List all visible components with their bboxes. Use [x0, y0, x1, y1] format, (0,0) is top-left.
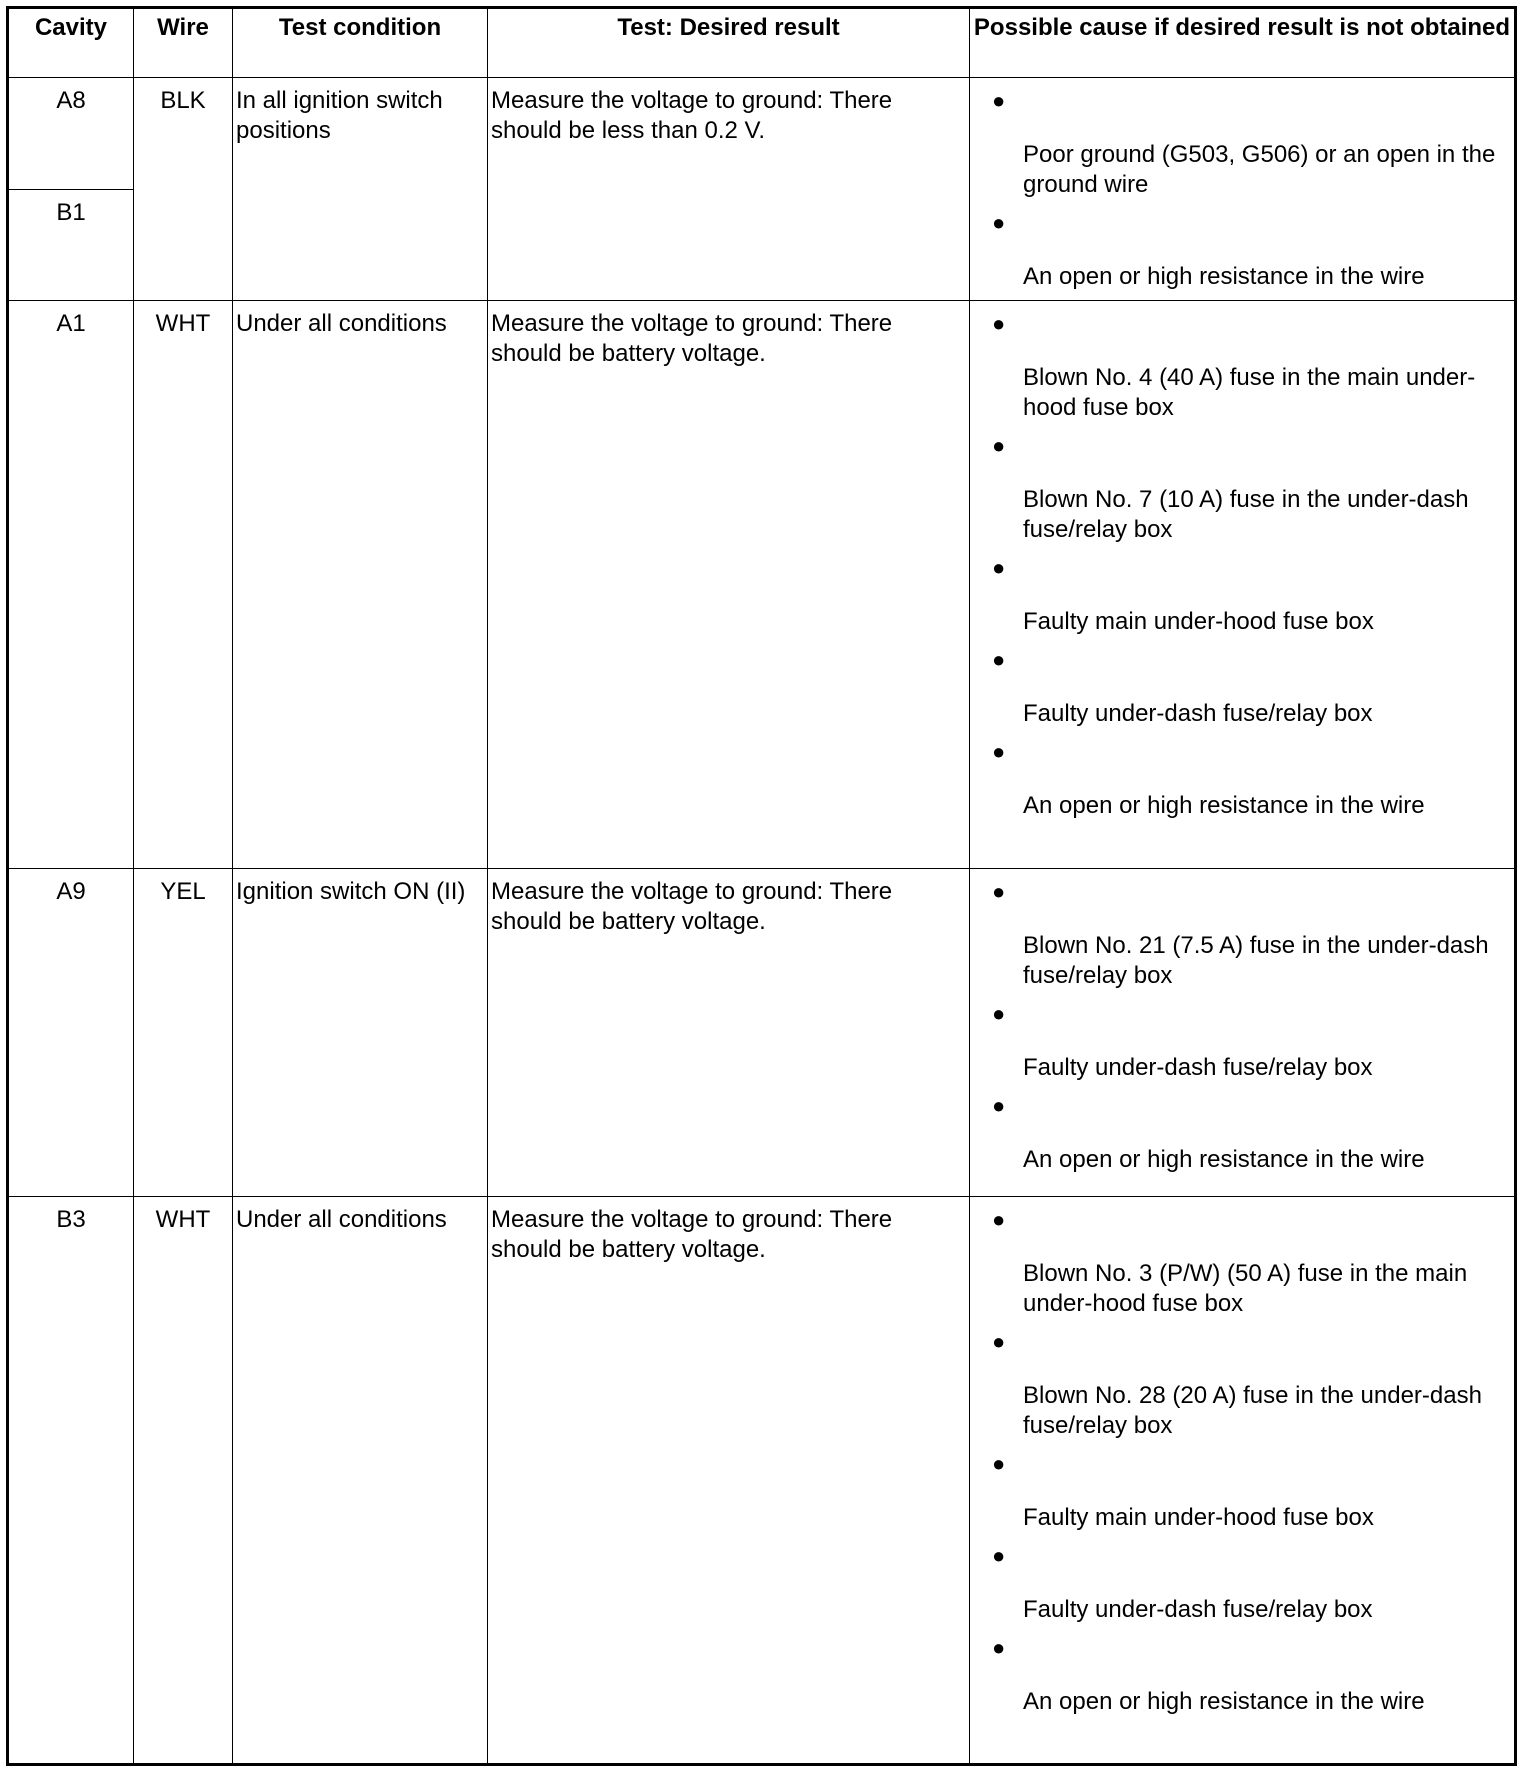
- cause-item: [970, 869, 1514, 991]
- cause-item: [970, 545, 1514, 637]
- header-cavity: Cavity: [8, 8, 134, 78]
- cause-text: Blown No. 7 (10 A) fuse in the under-dash fuse/relay box: [1023, 486, 1469, 543]
- cause-text: Faulty under-dash fuse/relay box: [1023, 1054, 1373, 1081]
- header-row: [8, 8, 1516, 78]
- bullet-icon: ●: [992, 1543, 1006, 1568]
- bullet-icon: ●: [992, 210, 1006, 235]
- bullet-icon: ●: [992, 1329, 1006, 1354]
- cause-text: Poor ground (G503, G506) or an open in the ground wire: [1023, 141, 1496, 198]
- table-row: [8, 78, 1516, 190]
- cause-text: Blown No. 21 (7.5 A) fuse in the under-dash fuse/relay box: [1023, 932, 1489, 989]
- table-row: [8, 1197, 1516, 1765]
- bullet-icon: ●: [992, 879, 1006, 904]
- wire-cell: WHT: [134, 301, 233, 869]
- cause-text: An open or high resistance in the wire: [1023, 792, 1425, 819]
- cause-item: [970, 1441, 1514, 1533]
- bullet-icon: ●: [992, 433, 1006, 458]
- condition-cell: Under all conditions: [233, 301, 488, 869]
- cause-text: Blown No. 28 (20 A) fuse in the under-dash fuse/relay box: [1023, 1382, 1482, 1439]
- cause-item: [970, 1533, 1514, 1625]
- cause-item: [970, 637, 1514, 729]
- cause-item: [970, 301, 1514, 423]
- table-row: [8, 869, 1516, 1197]
- result-cell: Measure the voltage to ground: There should be less than 0.2 V.: [488, 78, 970, 301]
- header-wire: Wire: [134, 8, 233, 78]
- bullet-icon: ●: [992, 739, 1006, 764]
- cause-cell: [970, 869, 1516, 1197]
- cause-text: An open or high resistance in the wire: [1023, 1688, 1425, 1715]
- cause-item: [970, 1319, 1514, 1441]
- header-test-condition: Test condition: [233, 8, 488, 78]
- cause-item: [970, 1197, 1514, 1319]
- bullet-icon: ●: [992, 311, 1006, 336]
- condition-cell: In all ignition switch positions: [233, 78, 488, 301]
- wire-cell: WHT: [134, 1197, 233, 1765]
- wire-cell: BLK: [134, 78, 233, 301]
- bullet-icon: ●: [992, 1451, 1006, 1476]
- cause-text: Faulty under-dash fuse/relay box: [1023, 700, 1373, 727]
- cause-cell: [970, 78, 1516, 301]
- bullet-icon: ●: [992, 88, 1006, 113]
- wire-cell: YEL: [134, 869, 233, 1197]
- result-cell: Measure the voltage to ground: There should be battery voltage.: [488, 301, 970, 869]
- cause-text: An open or high resistance in the wire: [1023, 263, 1425, 290]
- cause-item: [970, 1083, 1514, 1175]
- table-row: [8, 301, 1516, 869]
- cause-text: Faulty under-dash fuse/relay box: [1023, 1596, 1373, 1623]
- cause-item: [970, 729, 1514, 821]
- bullet-icon: ●: [992, 1001, 1006, 1026]
- header-desired-result: Test: Desired result: [488, 8, 970, 78]
- bullet-icon: ●: [992, 1093, 1006, 1118]
- cause-cell: [970, 1197, 1516, 1765]
- cause-item: [970, 200, 1514, 292]
- cavity-cell: B1: [8, 190, 134, 301]
- result-cell: Measure the voltage to ground: There should be battery voltage.: [488, 869, 970, 1197]
- result-cell: Measure the voltage to ground: There should be battery voltage.: [488, 1197, 970, 1765]
- bullet-icon: ●: [992, 555, 1006, 580]
- cavity-cell: A8: [8, 78, 134, 190]
- cavity-cell: B3: [8, 1197, 134, 1765]
- cause-text: An open or high resistance in the wire: [1023, 1146, 1425, 1173]
- cause-text: Faulty main under-hood fuse box: [1023, 1504, 1374, 1531]
- condition-cell: Under all conditions: [233, 1197, 488, 1765]
- bullet-icon: ●: [992, 1207, 1006, 1232]
- condition-cell: Ignition switch ON (II): [233, 869, 488, 1197]
- cavity-cell: A9: [8, 869, 134, 1197]
- cavity-cell: A1: [8, 301, 134, 869]
- cause-item: [970, 78, 1514, 200]
- cause-item: [970, 423, 1514, 545]
- cause-item: [970, 991, 1514, 1083]
- header-possible-cause: Possible cause if desired result is not obtained: [970, 8, 1516, 78]
- bullet-icon: ●: [992, 647, 1006, 672]
- cause-text: Blown No. 3 (P/W) (50 A) fuse in the main under-hood fuse box: [1023, 1260, 1468, 1317]
- cause-item: [970, 1625, 1514, 1717]
- cause-text: Faulty main under-hood fuse box: [1023, 608, 1374, 635]
- bullet-icon: ●: [992, 1635, 1006, 1660]
- cause-text: Blown No. 4 (40 A) fuse in the main under-hood fuse box: [1023, 364, 1476, 421]
- cause-cell: [970, 301, 1516, 869]
- terminal-test-table: [6, 6, 1517, 1766]
